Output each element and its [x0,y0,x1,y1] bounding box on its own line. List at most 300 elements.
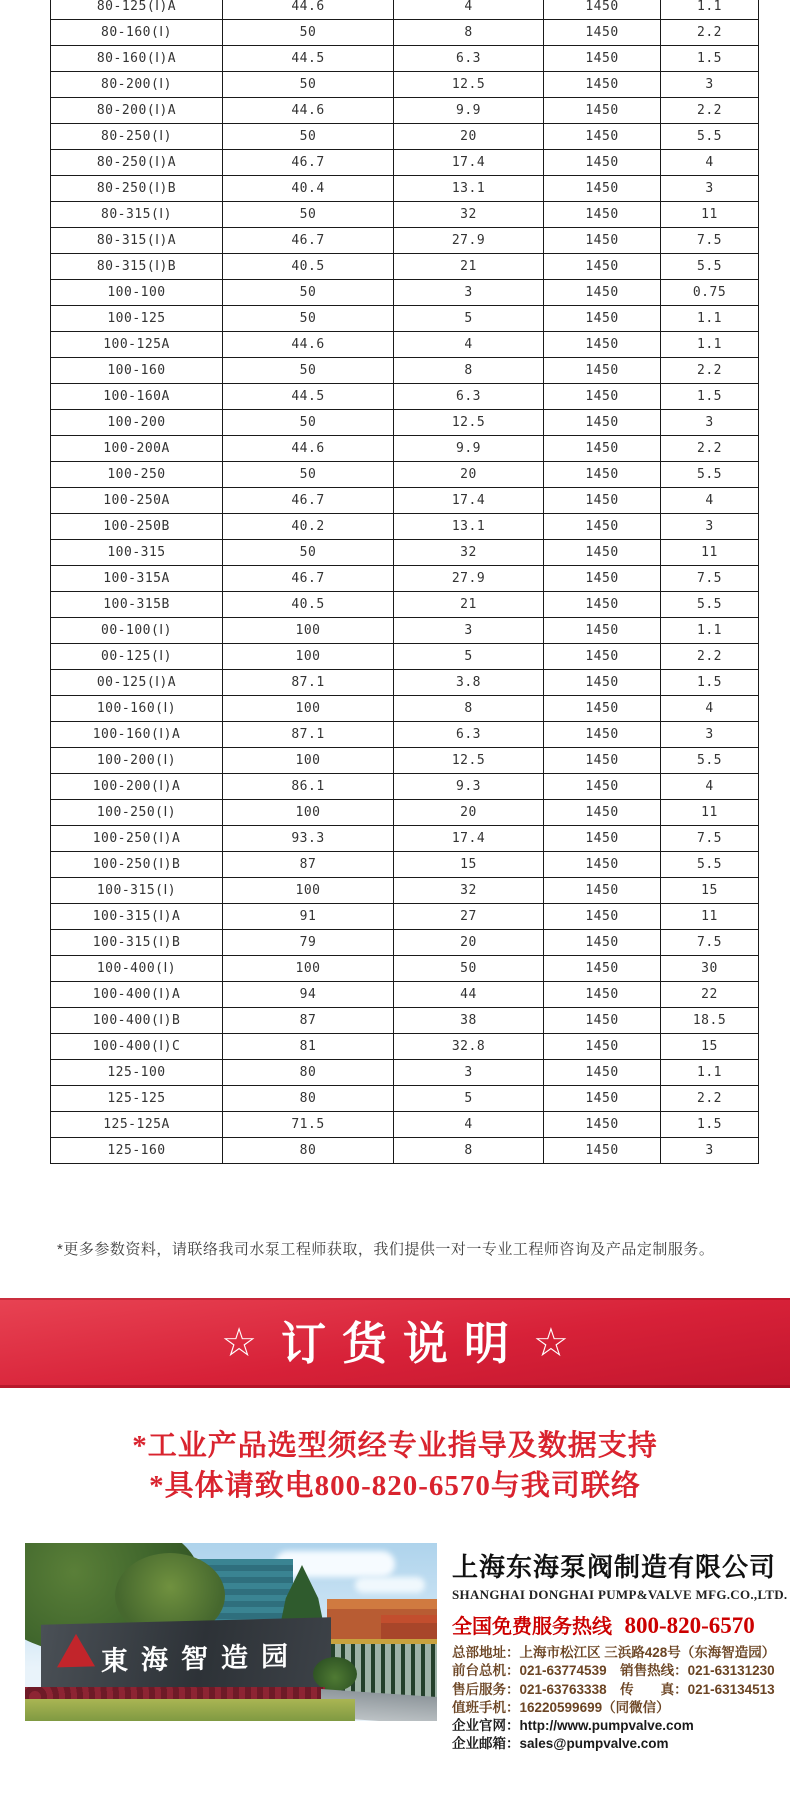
table-cell-flow: 40.2 [223,514,394,540]
note-text: *更多参数资料，请联络我司水泵工程师获取，我们提供一对一专业工程师咨询及产品定制服务。 [57,1241,715,1258]
table-cell-model: 80-250(Ⅰ)A [51,150,223,176]
table-cell-flow: 94 [223,982,394,1008]
contact-line: 企业官网：http://www.pumpvalve.com [452,1718,694,1734]
table-cell-model: 100-400(Ⅰ)C [51,1034,223,1060]
table-cell-model: 80-125(Ⅰ)A [51,0,223,20]
table-cell-flow: 40.4 [223,176,394,202]
table-cell-power: 7.5 [661,826,759,852]
table-cell-model: 100-315(Ⅰ) [51,878,223,904]
table-cell-head: 5 [394,1086,544,1112]
table-row [51,540,759,566]
table-cell-head: 20 [394,462,544,488]
table-cell-head: 32.8 [394,1034,544,1060]
table-cell-head: 20 [394,800,544,826]
table-row [51,150,759,176]
table-cell-model: 100-315A [51,566,223,592]
table-row [51,306,759,332]
table-cell-power: 1.5 [661,384,759,410]
table-cell-flow: 50 [223,280,394,306]
table-cell-power: 1.5 [661,1112,759,1138]
table-cell-head: 27 [394,904,544,930]
donghai-logo-icon [57,1633,95,1667]
table-cell-head: 5 [394,644,544,670]
table-cell-power: 4 [661,488,759,514]
star-icon: ☆ [533,1321,569,1365]
table-cell-head: 20 [394,124,544,150]
table-cell-head: 17.4 [394,150,544,176]
table-cell-head: 5 [394,306,544,332]
table-cell-head: 38 [394,1008,544,1034]
table-cell-speed: 1450 [544,20,661,46]
table-cell-model: 00-125(Ⅰ) [51,644,223,670]
table-cell-flow: 50 [223,124,394,150]
table-cell-model: 00-125(Ⅰ)A [51,670,223,696]
table-cell-flow: 44.6 [223,436,394,462]
table-row [51,696,759,722]
contact-line: 售后服务：021-63763338 传 真：021-63134513 [452,1681,775,1697]
table-cell-power: 1.1 [661,1060,759,1086]
table-row [51,280,759,306]
table-cell-speed: 1450 [544,1112,661,1138]
table-cell-speed: 1450 [544,384,661,410]
table-cell-power: 0.75 [661,280,759,306]
table-cell-flow: 46.7 [223,566,394,592]
hotline-label: 全国免费服务热线 [452,1616,612,1638]
table-cell-model: 100-250(Ⅰ) [51,800,223,826]
table-cell-head: 27.9 [394,228,544,254]
table-cell-model: 100-315B [51,592,223,618]
photo-sign-text: 東海智造园 [101,1640,301,1677]
table-row [51,592,759,618]
table-cell-head: 6.3 [394,722,544,748]
table-row [51,332,759,358]
slogan-block [0,1426,790,1506]
table-cell-model: 100-315 [51,540,223,566]
table-cell-model: 100-160(Ⅰ)A [51,722,223,748]
table-cell-flow: 44.5 [223,46,394,72]
table-cell-flow: 50 [223,306,394,332]
order-banner [0,1298,790,1388]
table-cell-power: 22 [661,982,759,1008]
table-cell-speed: 1450 [544,462,661,488]
table-cell-flow: 100 [223,618,394,644]
table-cell-power: 5.5 [661,852,759,878]
table-cell-model: 100-315(Ⅰ)B [51,930,223,956]
table-cell-speed: 1450 [544,436,661,462]
table-cell-head: 9.3 [394,774,544,800]
photo-cloud [355,1577,425,1593]
table-cell-head: 21 [394,592,544,618]
table-cell-model: 80-315(Ⅰ)A [51,228,223,254]
table-row [51,1034,759,1060]
table-cell-head: 6.3 [394,46,544,72]
table-cell-flow: 93.3 [223,826,394,852]
table-cell-speed: 1450 [544,124,661,150]
table-cell-speed: 1450 [544,176,661,202]
table-cell-model: 100-125 [51,306,223,332]
table-cell-model: 100-400(Ⅰ)B [51,1008,223,1034]
table-row [51,722,759,748]
table-cell-head: 12.5 [394,72,544,98]
table-cell-flow: 50 [223,410,394,436]
table-cell-flow: 81 [223,1034,394,1060]
table-cell-speed: 1450 [544,644,661,670]
table-cell-power: 1.5 [661,46,759,72]
table-cell-model: 100-160 [51,358,223,384]
table-cell-flow: 40.5 [223,254,394,280]
table-cell-speed: 1450 [544,800,661,826]
table-cell-power: 11 [661,540,759,566]
table-row [51,488,759,514]
table-cell-power: 18.5 [661,1008,759,1034]
table-cell-model: 100-100 [51,280,223,306]
table-row [51,254,759,280]
table-row [51,0,759,20]
table-cell-speed: 1450 [544,0,661,20]
table-row [51,98,759,124]
table-cell-head: 20 [394,930,544,956]
table-cell-speed: 1450 [544,592,661,618]
table-cell-speed: 1450 [544,306,661,332]
table-cell-flow: 100 [223,696,394,722]
table-row [51,410,759,436]
hotline [452,1610,788,1639]
table-cell-power: 5.5 [661,748,759,774]
table-cell-speed: 1450 [544,774,661,800]
table-cell-speed: 1450 [544,722,661,748]
table-row [51,826,759,852]
table-cell-head: 13.1 [394,176,544,202]
table-cell-power: 2.2 [661,1086,759,1112]
table-row [51,956,759,982]
table-cell-speed: 1450 [544,852,661,878]
table-cell-power: 11 [661,904,759,930]
table-cell-speed: 1450 [544,982,661,1008]
table-row [51,20,759,46]
table-cell-model: 100-200(Ⅰ) [51,748,223,774]
table-cell-speed: 1450 [544,202,661,228]
table-cell-power: 3 [661,514,759,540]
table-cell-speed: 1450 [544,72,661,98]
table-cell-model: 125-100 [51,1060,223,1086]
table-cell-model: 100-125A [51,332,223,358]
table-cell-power: 3 [661,410,759,436]
table-row [51,384,759,410]
table-cell-flow: 50 [223,72,394,98]
table-cell-flow: 87.1 [223,722,394,748]
table-row [51,124,759,150]
photo-cloud [275,1551,395,1577]
table-cell-flow: 100 [223,800,394,826]
table-cell-speed: 1450 [544,514,661,540]
table-cell-speed: 1450 [544,1034,661,1060]
table-cell-power: 7.5 [661,228,759,254]
slogan-line: *具体请致电800-820-6570与我司联络 [149,1470,641,1502]
table-cell-power: 2.2 [661,436,759,462]
table-cell-power: 1.1 [661,332,759,358]
table-cell-power: 5.5 [661,254,759,280]
star-icon: ☆ [221,1321,257,1365]
table-row [51,1008,759,1034]
table-cell-head: 3 [394,618,544,644]
table-cell-head: 4 [394,332,544,358]
banner-title: 订货说明 [280,1317,525,1369]
table-row [51,514,759,540]
contact-line: 值班手机：16220599699（同微信） [452,1699,670,1715]
table-cell-flow: 80 [223,1086,394,1112]
table-cell-power: 15 [661,1034,759,1060]
table-row [51,670,759,696]
table-cell-power: 5.5 [661,124,759,150]
table-cell-model: 100-250B [51,514,223,540]
table-cell-head: 9.9 [394,436,544,462]
table-cell-flow: 44.5 [223,384,394,410]
table-cell-flow: 50 [223,20,394,46]
table-cell-power: 7.5 [661,566,759,592]
table-cell-model: 100-200 [51,410,223,436]
contact-line: 总部地址：上海市松江区 三浜路428号（东海智造园） [452,1645,776,1660]
table-cell-model: 100-400(Ⅰ) [51,956,223,982]
photo-lawn [25,1699,355,1721]
table-cell-flow: 86.1 [223,774,394,800]
table-row [51,800,759,826]
table-cell-power: 1.5 [661,670,759,696]
table-cell-power: 5.5 [661,592,759,618]
table-cell-head: 8 [394,1138,544,1164]
table-cell-head: 50 [394,956,544,982]
table-row [51,1112,759,1138]
table-cell-model: 100-250(Ⅰ)B [51,852,223,878]
table-cell-flow: 50 [223,202,394,228]
table-cell-head: 32 [394,878,544,904]
table-cell-head: 3 [394,280,544,306]
table-cell-speed: 1450 [544,358,661,384]
table-cell-head: 12.5 [394,410,544,436]
table-cell-power: 3 [661,722,759,748]
factory-photo [25,1543,437,1721]
table-cell-model: 80-160(Ⅰ) [51,20,223,46]
table-cell-power: 1.1 [661,0,759,20]
table-cell-flow: 80 [223,1060,394,1086]
table-cell-flow: 44.6 [223,332,394,358]
spec-table-body [51,0,759,1164]
table-cell-flow: 50 [223,462,394,488]
table-cell-flow: 100 [223,956,394,982]
table-row [51,644,759,670]
table-cell-model: 100-160(Ⅰ) [51,696,223,722]
table-cell-flow: 46.7 [223,150,394,176]
table-cell-power: 2.2 [661,98,759,124]
table-cell-speed: 1450 [544,826,661,852]
table-cell-speed: 1450 [544,748,661,774]
table-cell-speed: 1450 [544,488,661,514]
table-cell-flow: 46.7 [223,228,394,254]
table-cell-power: 3 [661,176,759,202]
table-cell-model: 125-125A [51,1112,223,1138]
table-row [51,852,759,878]
table-cell-speed: 1450 [544,956,661,982]
table-cell-head: 12.5 [394,748,544,774]
table-cell-flow: 100 [223,748,394,774]
table-cell-speed: 1450 [544,410,661,436]
table-cell-model: 80-160(Ⅰ)A [51,46,223,72]
table-cell-model: 80-315(Ⅰ)B [51,254,223,280]
table-cell-head: 21 [394,254,544,280]
table-cell-power: 3 [661,72,759,98]
table-cell-speed: 1450 [544,228,661,254]
slogan-line: *工业产品选型须经专业指导及数据支持 [132,1430,658,1462]
table-row [51,618,759,644]
table-cell-power: 3 [661,1138,759,1164]
table-cell-model: 80-200(Ⅰ) [51,72,223,98]
table-cell-model: 100-250A [51,488,223,514]
table-row [51,566,759,592]
table-cell-head: 44 [394,982,544,1008]
table-cell-model: 100-400(Ⅰ)A [51,982,223,1008]
table-cell-model: 00-100(Ⅰ) [51,618,223,644]
table-cell-flow: 100 [223,644,394,670]
table-row [51,358,759,384]
table-cell-flow: 46.7 [223,488,394,514]
table-cell-head: 4 [394,1112,544,1138]
company-name-en: SHANGHAI DONGHAI PUMP&VALVE MFG.CO.,LTD. [452,1587,788,1602]
table-cell-flow: 44.6 [223,98,394,124]
spec-table [50,0,759,1164]
table-cell-head: 9.9 [394,98,544,124]
table-cell-flow: 100 [223,878,394,904]
table-row [51,878,759,904]
table-cell-model: 125-160 [51,1138,223,1164]
table-row [51,904,759,930]
table-cell-power: 30 [661,956,759,982]
table-cell-power: 11 [661,202,759,228]
table-cell-flow: 50 [223,358,394,384]
table-cell-model: 80-250(Ⅰ) [51,124,223,150]
table-cell-head: 3.8 [394,670,544,696]
contact-list [452,1644,788,1754]
table-cell-power: 1.1 [661,618,759,644]
table-cell-speed: 1450 [544,254,661,280]
table-cell-model: 100-315(Ⅰ)A [51,904,223,930]
table-cell-flow: 87 [223,1008,394,1034]
table-cell-speed: 1450 [544,1008,661,1034]
table-cell-speed: 1450 [544,1138,661,1164]
table-cell-head: 32 [394,202,544,228]
table-cell-head: 17.4 [394,826,544,852]
table-cell-speed: 1450 [544,280,661,306]
table-cell-head: 17.4 [394,488,544,514]
table-cell-power: 7.5 [661,930,759,956]
table-cell-model: 125-125 [51,1086,223,1112]
table-row [51,462,759,488]
table-row [51,748,759,774]
table-cell-head: 4 [394,0,544,20]
table-cell-flow: 87.1 [223,670,394,696]
table-cell-flow: 79 [223,930,394,956]
table-cell-flow: 40.5 [223,592,394,618]
table-cell-flow: 87 [223,852,394,878]
table-cell-model: 80-250(Ⅰ)B [51,176,223,202]
table-cell-power: 2.2 [661,20,759,46]
table-row [51,202,759,228]
table-cell-speed: 1450 [544,696,661,722]
table-cell-model: 100-160A [51,384,223,410]
table-cell-head: 3 [394,1060,544,1086]
photo-plant [313,1657,357,1691]
table-cell-power: 4 [661,150,759,176]
table-cell-model: 80-200(Ⅰ)A [51,98,223,124]
table-cell-power: 1.1 [661,306,759,332]
table-cell-model: 80-315(Ⅰ) [51,202,223,228]
table-cell-head: 6.3 [394,384,544,410]
table-cell-speed: 1450 [544,670,661,696]
table-cell-head: 13.1 [394,514,544,540]
table-cell-head: 15 [394,852,544,878]
table-cell-power: 15 [661,878,759,904]
table-cell-power: 5.5 [661,462,759,488]
company-name: 上海东海泵阀制造有限公司 [452,1552,777,1582]
table-cell-power: 11 [661,800,759,826]
table-row [51,930,759,956]
table-cell-speed: 1450 [544,930,661,956]
table-cell-flow: 80 [223,1138,394,1164]
table-cell-model: 100-250(Ⅰ)A [51,826,223,852]
table-cell-power: 4 [661,774,759,800]
table-cell-head: 8 [394,20,544,46]
table-cell-speed: 1450 [544,878,661,904]
table-row [51,1138,759,1164]
table-row [51,176,759,202]
table-cell-power: 4 [661,696,759,722]
table-cell-power: 2.2 [661,644,759,670]
table-cell-power: 2.2 [661,358,759,384]
table-cell-head: 27.9 [394,566,544,592]
table-cell-speed: 1450 [544,566,661,592]
company-info [452,1547,788,1754]
table-cell-speed: 1450 [544,1060,661,1086]
contact-line: 前台总机：021-63774539 销售热线：021-63131230 [452,1663,775,1679]
table-cell-speed: 1450 [544,150,661,176]
hotline-number: 800-820-6570 [624,1613,755,1638]
table-cell-speed: 1450 [544,618,661,644]
table-cell-flow: 71.5 [223,1112,394,1138]
table-row [51,982,759,1008]
table-cell-head: 8 [394,696,544,722]
table-row [51,72,759,98]
table-cell-speed: 1450 [544,904,661,930]
table-cell-model: 100-250 [51,462,223,488]
table-cell-speed: 1450 [544,1086,661,1112]
table-cell-flow: 91 [223,904,394,930]
table-cell-speed: 1450 [544,540,661,566]
table-cell-model: 100-200A [51,436,223,462]
table-cell-head: 8 [394,358,544,384]
table-cell-model: 100-200(Ⅰ)A [51,774,223,800]
table-row [51,1060,759,1086]
table-cell-speed: 1450 [544,332,661,358]
table-row [51,436,759,462]
table-row [51,46,759,72]
table-cell-speed: 1450 [544,46,661,72]
table-cell-speed: 1450 [544,98,661,124]
table-row [51,228,759,254]
table-cell-flow: 44.6 [223,0,394,20]
contact-line: 企业邮箱：sales@pumpvalve.com [452,1736,669,1752]
table-cell-flow: 50 [223,540,394,566]
table-row [51,1086,759,1112]
table-row [51,774,759,800]
table-cell-head: 32 [394,540,544,566]
